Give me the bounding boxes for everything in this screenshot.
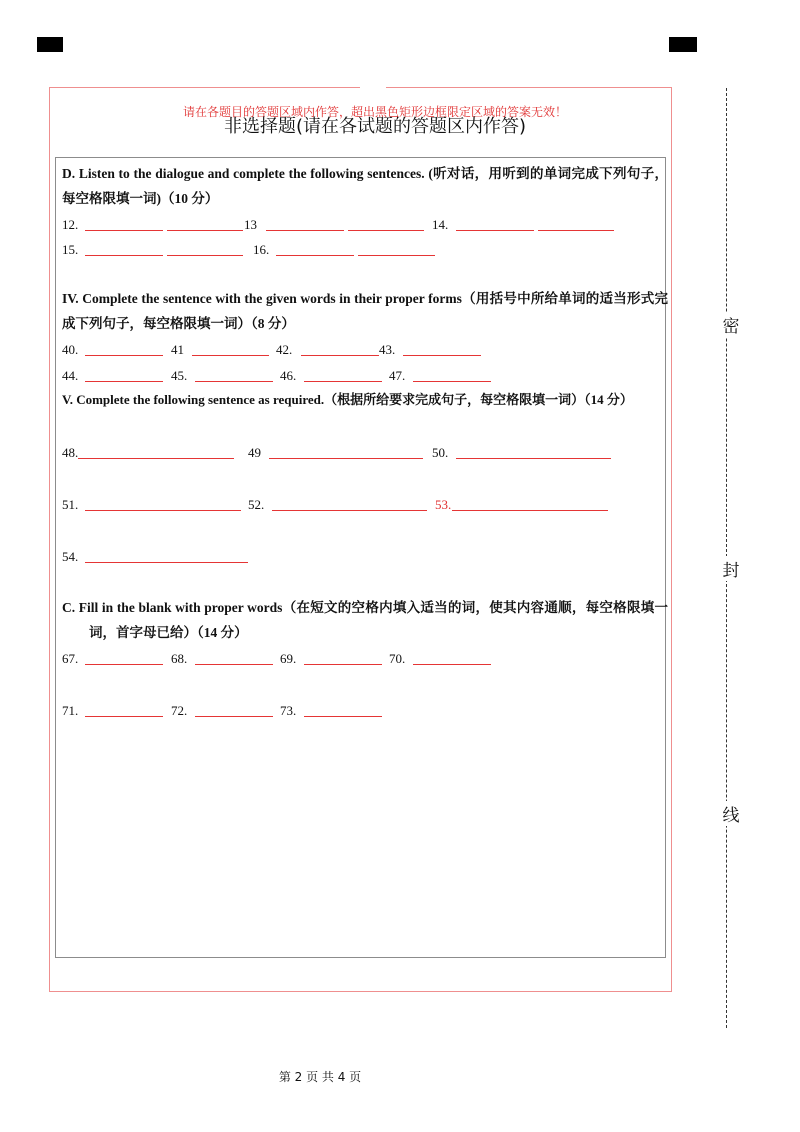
question-label: 73.	[280, 703, 297, 718]
seal-char-feng: 封	[720, 556, 742, 581]
answer-blank[interactable]	[304, 664, 382, 665]
answer-blank[interactable]	[85, 355, 163, 356]
answer-blank[interactable]	[276, 255, 354, 256]
question-label: 16.	[253, 242, 270, 257]
answer-blank[interactable]	[195, 381, 273, 382]
question-label: 14.	[432, 217, 449, 232]
answer-blank[interactable]	[403, 355, 481, 356]
question-label: 48.	[62, 445, 79, 460]
question-label: 54.	[62, 549, 79, 564]
question-label: 12.	[62, 217, 79, 232]
answer-blank[interactable]	[413, 381, 491, 382]
answer-blank[interactable]	[85, 255, 163, 256]
question-label: 41	[171, 342, 184, 357]
answer-blank[interactable]	[304, 381, 382, 382]
answer-blank[interactable]	[195, 664, 273, 665]
question-label: 13	[244, 217, 257, 232]
answer-blank[interactable]	[538, 230, 614, 231]
question-label: 46.	[280, 368, 297, 383]
question-label: 44.	[62, 368, 79, 383]
answer-blank[interactable]	[167, 255, 243, 256]
outer-frame-gap	[360, 85, 386, 90]
answer-blank[interactable]	[348, 230, 424, 231]
question-label: 51.	[62, 497, 79, 512]
answer-blank[interactable]	[272, 510, 427, 511]
question-label: 50.	[432, 445, 449, 460]
question-label: 45.	[171, 368, 188, 383]
registration-mark-right	[669, 37, 697, 52]
answer-blank[interactable]	[85, 716, 163, 717]
section-iv-heading: IV. Complete the sentence with the given words in their proper forms（用括号中所给单词的适当形式完成下列句子，每空格限填一词）（8 分）	[62, 291, 668, 331]
answer-blank[interactable]	[85, 230, 163, 231]
page-title: 非选择题(请在各试题的答题区内作答)	[223, 116, 527, 137]
section-d-heading: D. Listen to the dialogue and complete the following sentences. (听对话，用听到的单词完成下列句子，每空格限填一词)（10 分）	[62, 166, 668, 206]
answer-blank[interactable]	[167, 230, 243, 231]
answer-blank[interactable]	[358, 255, 435, 256]
answer-blank[interactable]	[78, 458, 234, 459]
answer-area-inner-frame	[55, 157, 666, 958]
section-v-heading: V. Complete the following sentence as required.（根据所给要求完成句子，每空格限填一词）（14 分）	[62, 392, 633, 407]
answer-blank[interactable]	[85, 510, 241, 511]
answer-blank[interactable]	[85, 664, 163, 665]
answer-blank[interactable]	[192, 355, 269, 356]
answer-blank[interactable]	[195, 716, 273, 717]
question-label: 71.	[62, 703, 79, 718]
question-label: 53.	[435, 497, 452, 512]
answer-blank[interactable]	[304, 716, 382, 717]
question-label: 69.	[280, 651, 297, 666]
answer-blank[interactable]	[269, 458, 423, 459]
answer-blank[interactable]	[456, 458, 611, 459]
question-label: 67.	[62, 651, 79, 666]
answer-blank[interactable]	[85, 381, 163, 382]
question-label: 70.	[389, 651, 406, 666]
answer-blank[interactable]	[301, 355, 379, 356]
question-label: 72.	[171, 703, 188, 718]
section-c-text: C. Fill in the blank with proper words（在短文的空格内填入适当的词，使其内容通顺，每空格限填一词，首字母已给）（14 分）	[62, 600, 668, 640]
question-label: 43.	[379, 342, 396, 357]
question-label: 15.	[62, 242, 79, 257]
question-label: 42.	[276, 342, 293, 357]
seal-char-mi: 密	[720, 312, 742, 337]
answer-blank[interactable]	[456, 230, 534, 231]
question-label: 68.	[171, 651, 188, 666]
answer-blank[interactable]	[452, 510, 608, 511]
question-label: 40.	[62, 342, 79, 357]
seal-char-xian: 线	[720, 801, 742, 826]
question-label: 52.	[248, 497, 265, 512]
answer-blank[interactable]	[266, 230, 344, 231]
answer-blank[interactable]	[85, 562, 248, 563]
answer-warning: 请在各题目的答题区域内作答，超出黑色矩形边框限定区域的答案无效！	[182, 105, 567, 119]
page-footer: 第 2 页 共 4 页	[278, 1070, 362, 1084]
registration-mark-left	[37, 37, 63, 52]
question-label: 49	[248, 445, 261, 460]
question-label: 47.	[389, 368, 406, 383]
section-c-heading	[62, 595, 668, 645]
answer-blank[interactable]	[413, 664, 491, 665]
